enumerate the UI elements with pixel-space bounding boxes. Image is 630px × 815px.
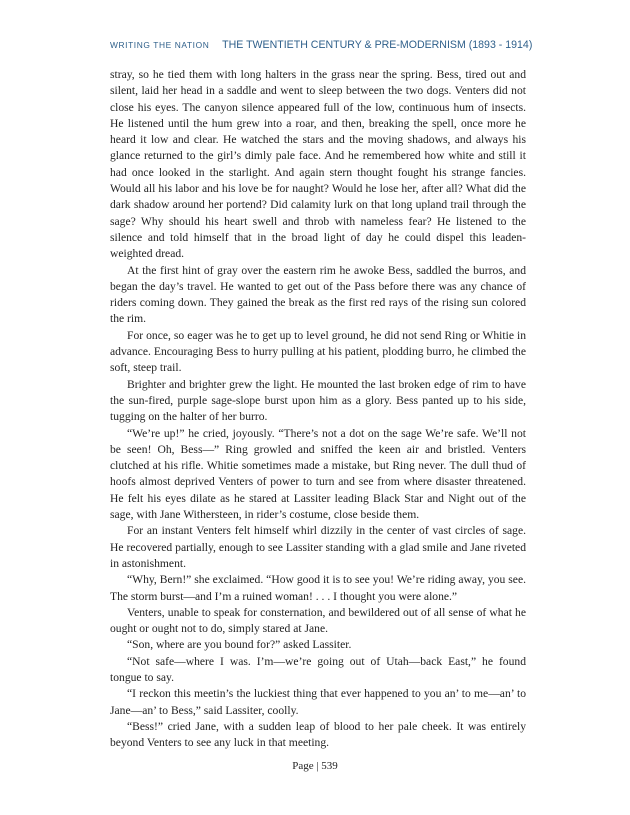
paragraph: Brighter and brighter grew the light. He mounted the last broken edge of rim to have the sun-fired, purple sage-slope burst upon him as a glory. Bess panted up to his side, tugging on the halter of her burro. [110,377,526,424]
section-title: THE TWENTIETH CENTURY & PRE-MODERNISM (1893 - 1914) [222,39,533,51]
paragraph: At the first hint of gray over the eastern rim he awoke Bess, saddled the burros, and began the day’s travel. He wanted to get out of the Pass before there was any chance of riders coming down. They gained the break as the first red rays of the rising sun colored the rim. [110,263,526,326]
paragraph: “Not safe—where I was. I’m—we’re going out of Utah—back East,” he found tongue to say. [110,654,526,684]
series-title: WRITING THE NATION [110,40,210,50]
paragraph: “I reckon this meetin’s the luckiest thing that ever happened to you an’ to me—an’ to Jane—an’ to Bess,” said Lassiter, coolly. [110,687,526,717]
paragraph: “Son, where are you bound for?” asked Lassiter. [127,638,352,652]
running-header [110,39,550,51]
paragraph: “Why, Bern!” she exclaimed. “How good it is to see you! We’re riding away, you see. The storm burst—and I’m a ruined woman! . . . I thought you were alone.” [110,573,526,603]
paragraph: stray, so he tied them with long halters in the grass near the spring. Bess, tired out and silent, laid her head in a saddle and went to sleep between the two dogs. Venters did not close his eyes. The canyon silence appeared full of the low, continuous hum of insects. He listened until the hum grew into a roar, and then, breaking the spell, once more he heard it low and clear. He watched the stars and the moving shadows, and always his glance returned to the girl’s dimly pale face. And he remembered how white and still it had once looked in the starlight. And again stern thought fought his strange fancies. Would all his labor and his love be for naught? Would he lose her, after all? What did the dark shadow around her portend? Did calamity lurk on that long upland trail through the sage? Why should his heart swell and throb with nameless fear? He listened to the silence and told himself that in the broad light of day he could dispel this leaden-weighted dread. [110,68,526,261]
paragraph: “Bess!” cried Jane, with a sudden leap of blood to her pale cheek. It was entirely beyond Venters to see any luck in that meeting. [110,719,526,750]
paragraph: For once, so eager was he to get up to level ground, he did not send Ring or Whitie in advance. Encouraging Bess to hurry pulling at his patient, plodding burro, he climbed the soft, steep trail. [110,328,526,375]
paragraph: “We’re up!” he cried, joyously. “There’s not a dot on the sage We’re safe. We’ll not be seen! Oh, Bess—” Ring growled and sniffed the keen air and bristled. Venters clutched at his rifle. Whitie sometimes made a mistake, but Ring never. The dull thud of hoofs almost deprived Venters of power to turn and see from where disaster threatened. He felt his eyes dilate as he stared at Lassiter leading Black Star and Night out of the sage, with Jane Withersteen, in rider’s costume, close beside them. [110,426,526,522]
page-number: Page | 539 [292,760,338,772]
paragraph: Venters, unable to speak for consternation, and bewildered out of all sense of what he ought or ought not to do, simply stared at Jane. [110,605,526,636]
body-text [110,67,526,751]
paragraph: For an instant Venters felt himself whirl dizzily in the center of vast circles of sage. He recovered partially, enough to see Lassiter standing with a glad smile and Jane riveted in astonishment. [110,524,526,570]
